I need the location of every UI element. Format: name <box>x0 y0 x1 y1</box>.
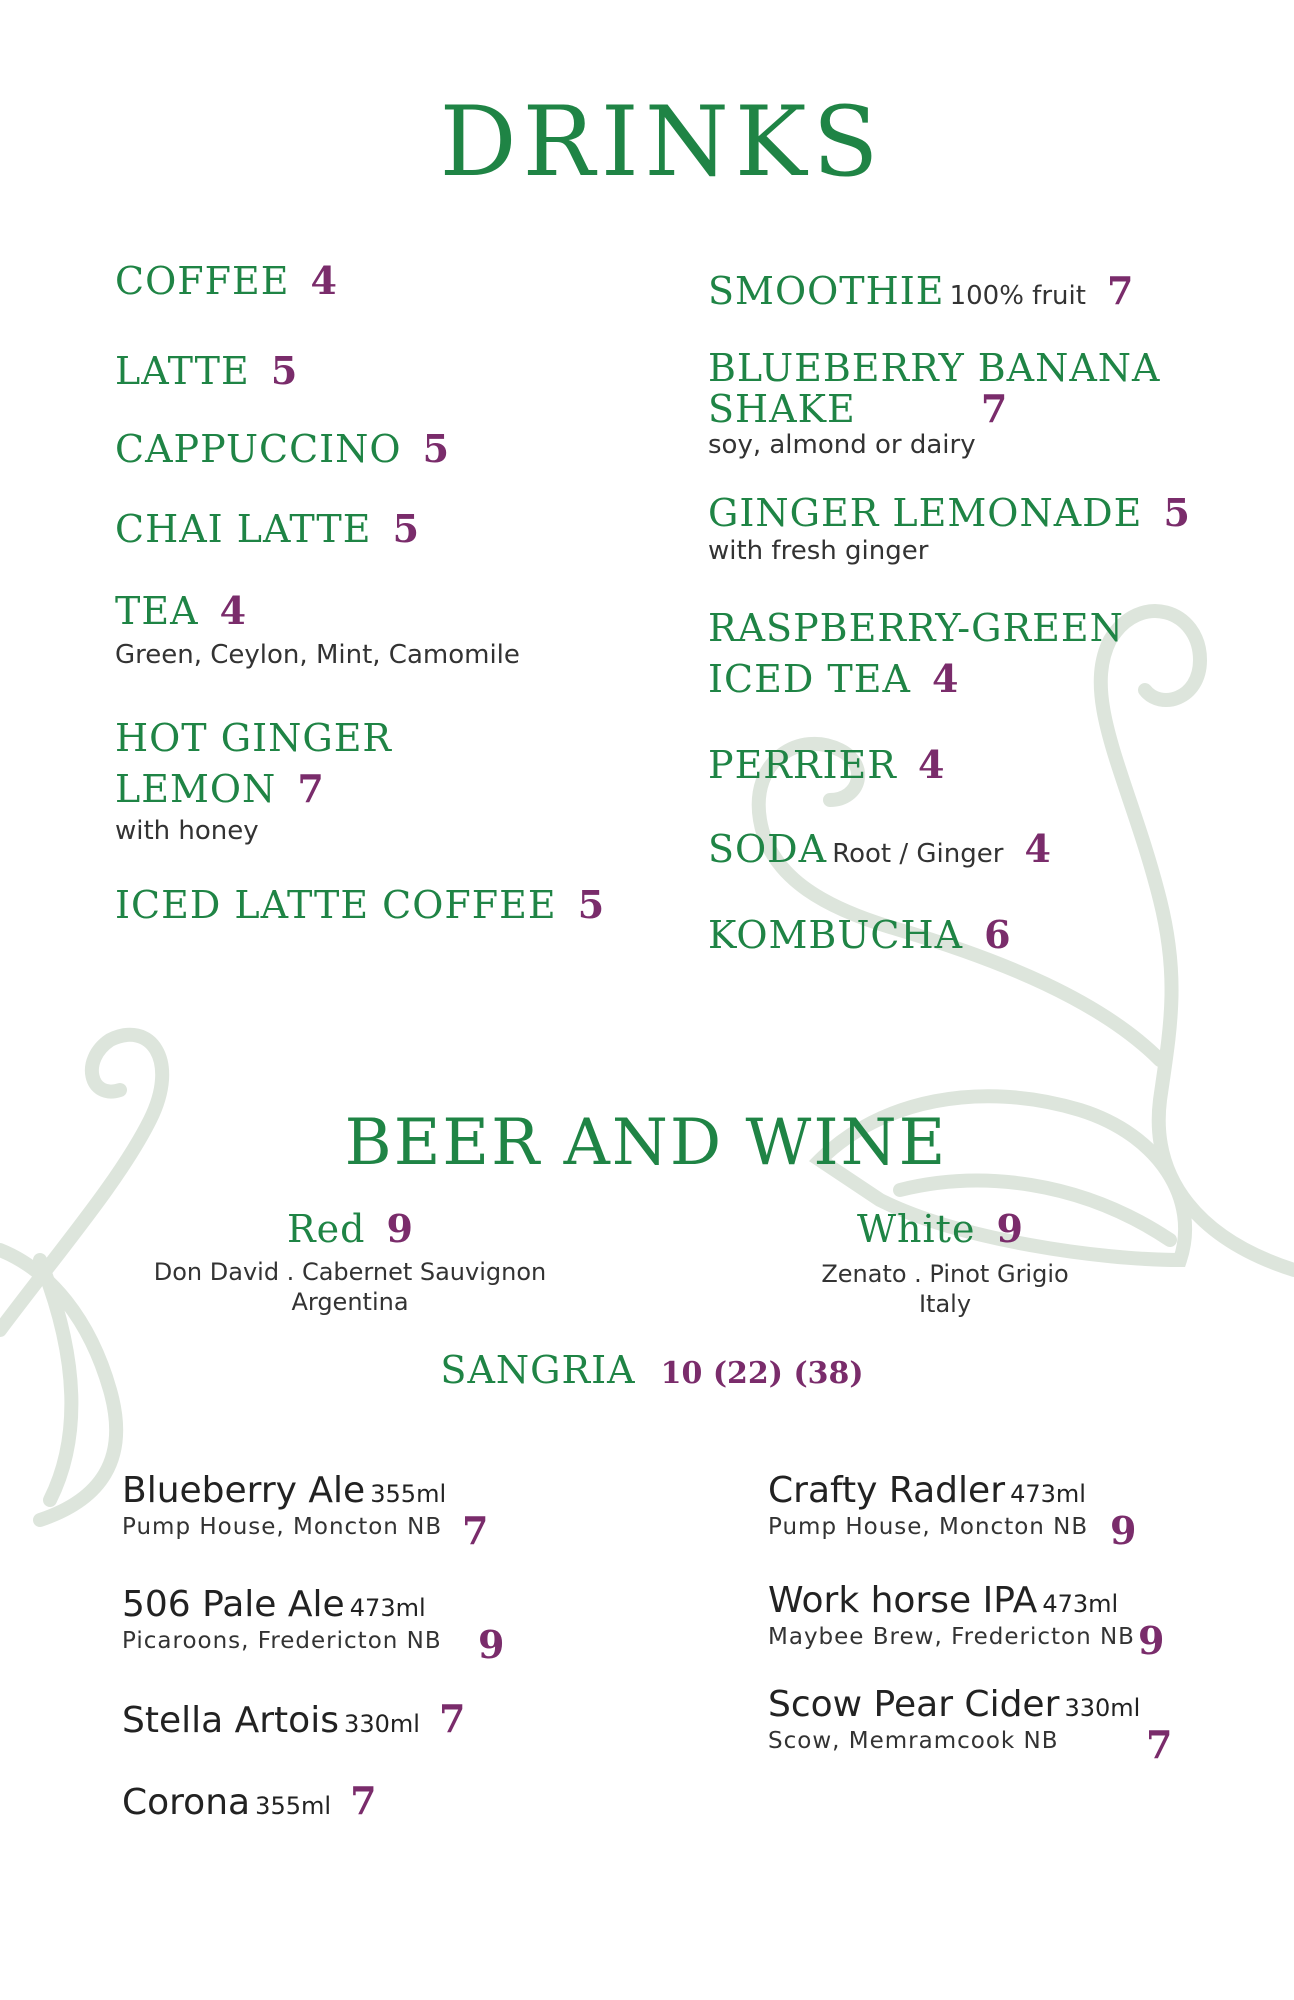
section-title-beer-wine: BEER AND WINE <box>344 1106 948 1180</box>
beer-item-blueberry-ale <box>122 1470 446 1511</box>
beer-name: Corona <box>122 1782 251 1823</box>
beer-brewery: Picaroons, Fredericton NB <box>122 1628 442 1654</box>
beer-price: 7 <box>350 1778 377 1823</box>
beer-name: 506 Pale Ale <box>122 1584 345 1625</box>
item-description: with fresh ginger <box>708 536 929 566</box>
menu-item-kombucha <box>708 912 1011 957</box>
item-description: with honey <box>115 816 259 846</box>
item-name: COFFEE <box>115 259 290 303</box>
item-price: 7 <box>1107 268 1134 313</box>
item-note: Root / Ginger <box>832 839 1004 869</box>
item-description: Green, Ceylon, Mint, Camomile <box>115 640 520 670</box>
beer-size: 355ml <box>370 1480 447 1508</box>
beer-item-crafty-radler <box>768 1470 1086 1511</box>
menu-item-raspberry-green-iced-tea <box>708 656 958 701</box>
menu-item-tea <box>115 588 246 633</box>
beer-size: 473ml <box>1042 1590 1119 1618</box>
item-name: SANGRIA <box>440 1348 636 1392</box>
menu-item-blueberry-banana-shake <box>708 386 1007 431</box>
beer-name: Scow Pear Cider <box>768 1684 1060 1725</box>
item-name: GINGER LEMONADE <box>708 491 1143 535</box>
item-name: CAPPUCCINO <box>115 427 402 471</box>
item-name: PERRIER <box>708 743 897 787</box>
beer-size: 473ml <box>1010 1480 1086 1508</box>
item-name: TEA <box>115 589 199 633</box>
wine-red <box>287 1206 413 1251</box>
item-note: 100% fruit <box>949 281 1086 311</box>
menu-item-smoothie <box>708 268 1133 313</box>
item-name: KOMBUCHA <box>708 913 964 957</box>
beer-price: 9 <box>1138 1618 1165 1663</box>
item-name-line1: HOT GINGER <box>115 716 393 760</box>
beer-size: 355ml <box>255 1792 332 1820</box>
menu-item-chai-latte <box>115 506 419 551</box>
wine-name: White <box>857 1207 976 1251</box>
item-name: SMOOTHIE <box>708 269 945 313</box>
item-price: 5 <box>270 348 298 393</box>
menu-item-cappuccino <box>115 426 449 471</box>
menu-item-ginger-lemonade <box>708 490 1190 535</box>
menu-item-coffee <box>115 258 337 303</box>
item-price: 4 <box>1024 826 1051 871</box>
item-description: soy, almond or dairy <box>708 430 976 460</box>
item-price: 5 <box>1163 490 1190 535</box>
beer-size: 473ml <box>349 1594 426 1622</box>
item-price: 6 <box>984 912 1011 957</box>
wine-name: Red <box>287 1207 366 1251</box>
beer-name: Blueberry Ale <box>122 1470 366 1511</box>
beer-brewery: Pump House, Moncton NB <box>122 1514 443 1540</box>
beer-size: 330ml <box>1064 1694 1141 1722</box>
item-price: 5 <box>577 882 605 927</box>
beer-brewery: Scow, Memramcook NB <box>768 1728 1059 1754</box>
wine-origin: Italy <box>918 1290 972 1318</box>
beer-size: 330ml <box>344 1710 420 1738</box>
item-price: 4 <box>918 742 945 787</box>
beer-price: 7 <box>439 1696 466 1741</box>
beer-item-corona <box>122 1778 377 1823</box>
menu-item-perrier <box>708 742 944 787</box>
item-name-line2: SHAKE <box>708 387 856 431</box>
beer-item-work-horse-ipa <box>768 1580 1118 1621</box>
page-title: DRINKS <box>439 86 885 198</box>
item-name: SODA <box>708 827 828 871</box>
wine-description: Don David . Cabernet Sauvignon <box>153 1258 547 1286</box>
item-price: 7 <box>980 386 1008 431</box>
item-name-line2: ICED TEA <box>708 657 911 701</box>
item-price: 7 <box>297 766 324 811</box>
item-name-line1: BLUEBERRY BANANA <box>708 346 1161 390</box>
item-price: 4 <box>932 656 959 701</box>
beer-price: 9 <box>478 1622 505 1667</box>
beer-price: 7 <box>1146 1722 1173 1767</box>
wine-description: Zenato . Pinot Grigio <box>821 1260 1069 1288</box>
beer-item-506-pale-ale <box>122 1584 426 1625</box>
beer-item-scow-pear-cider <box>768 1684 1140 1725</box>
beer-price: 9 <box>1110 1508 1137 1553</box>
beer-price: 7 <box>462 1508 489 1553</box>
wine-price: 9 <box>996 1206 1023 1251</box>
item-price: 4 <box>310 258 337 303</box>
menu-item-soda <box>708 826 1051 871</box>
beer-brewery: Maybee Brew, Fredericton NB <box>768 1624 1135 1650</box>
item-price: 5 <box>422 426 450 471</box>
beer-item-stella-artois <box>122 1696 465 1741</box>
menu-item-sangria <box>440 1348 863 1392</box>
beer-name: Stella Artois <box>122 1700 339 1741</box>
item-name-line2: LEMON <box>115 767 277 811</box>
menu-item-hot-ginger-lemon <box>115 766 324 811</box>
item-name: ICED LATTE COFFEE <box>115 883 557 927</box>
menu-item-latte <box>115 348 297 393</box>
item-price: 5 <box>392 506 420 551</box>
beer-name: Work horse IPA <box>768 1580 1038 1621</box>
item-price: 10 (22) (38) <box>660 1356 864 1391</box>
wine-price: 9 <box>386 1206 413 1251</box>
beer-brewery: Pump House, Moncton NB <box>768 1514 1089 1540</box>
item-name: CHAI LATTE <box>115 507 372 551</box>
beer-name: Crafty Radler <box>768 1470 1005 1511</box>
item-name: LATTE <box>115 349 250 393</box>
menu-item-iced-latte-coffee <box>115 882 604 927</box>
wine-white <box>857 1206 1023 1251</box>
wine-origin: Argentina <box>291 1288 409 1316</box>
item-price: 4 <box>219 588 247 633</box>
item-name-line1: RASPBERRY-GREEN <box>708 606 1124 650</box>
